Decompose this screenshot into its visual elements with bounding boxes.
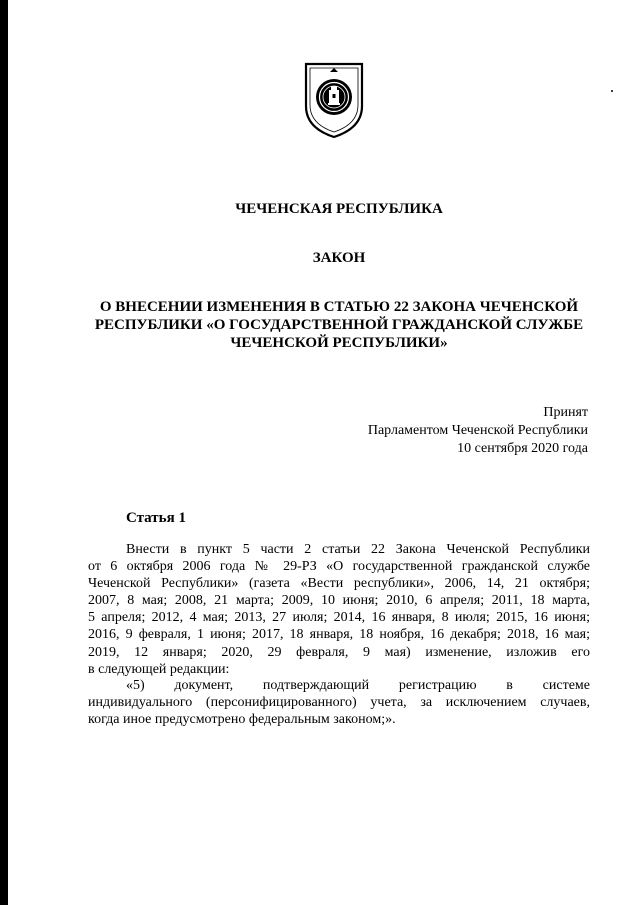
adoption-line: Парламентом Чеченской Республики (367, 423, 588, 438)
coat-of-arms-icon (302, 60, 366, 140)
law-title-line: О ВНЕСЕНИИ ИЗМЕНЕНИЯ В СТАТЬЮ 22 ЗАКОНА ЧЕЧЕНСКОЙ (99, 299, 579, 315)
law-title (88, 298, 590, 352)
law-title-line: ЧЕЧЕНСКОЙ РЕСПУБЛИКИ» (230, 335, 448, 351)
paragraph-line: 5 апреля; 2012, 4 мая; 2013, 27 июля; 2014, 16 января, 8 июля; 2015, 16 июня; (88, 610, 590, 626)
paragraph-line: 2019, 12 января; 2020, 29 февраля, 9 мая) изменение, изложив его (88, 644, 590, 660)
republic-heading: ЧЕЧЕНСКАЯ РЕСПУБЛИКА (235, 201, 443, 217)
paragraph-line: от 6 октября 2006 года № 29-РЗ «О государственной гражданской службе (88, 559, 590, 575)
law-title-line: РЕСПУБЛИКИ «О ГОСУДАРСТВЕННОЙ ГРАЖДАНСКОЙ СЛУЖБЕ (94, 317, 584, 333)
scan-speck (611, 90, 613, 92)
paragraph-line: 2016, 9 февраля, 1 июня; 2017, 18 января, 18 ноября, 16 декабря; 2018, 16 мая; (88, 627, 590, 643)
adoption-date: 10 сентября 2020 года (457, 441, 588, 456)
paragraph-line: Внести в пункт 5 части 2 статьи 22 Закона Чеченской Республики (126, 542, 590, 557)
paragraph-line: «5) документ, подтверждающий регистрацию в системе (126, 678, 590, 693)
paragraph-line: Чеченской Республики» (газета «Вести республики», 2006, 14, 21 октября; (88, 576, 590, 592)
adoption-block (300, 404, 588, 458)
article-paragraph (88, 541, 590, 678)
amendment-text (88, 677, 590, 728)
paragraph-line: индивидуального (персонифицированного) учета, за исключением случаев, (88, 695, 590, 711)
paragraph-line: 2007, 8 мая; 2008, 21 марта; 2009, 10 июня; 2010, 6 апреля; 2011, 18 марта, (88, 593, 590, 609)
paragraph-line: когда иное предусмотрено федеральным законом;». (88, 712, 396, 728)
article-title: Статья 1 (126, 510, 186, 526)
adoption-line: Принят (543, 405, 588, 420)
law-label: ЗАКОН (312, 250, 366, 266)
scan-edge-bar (0, 0, 8, 905)
paragraph-line: в следующей редакции: (88, 661, 230, 677)
